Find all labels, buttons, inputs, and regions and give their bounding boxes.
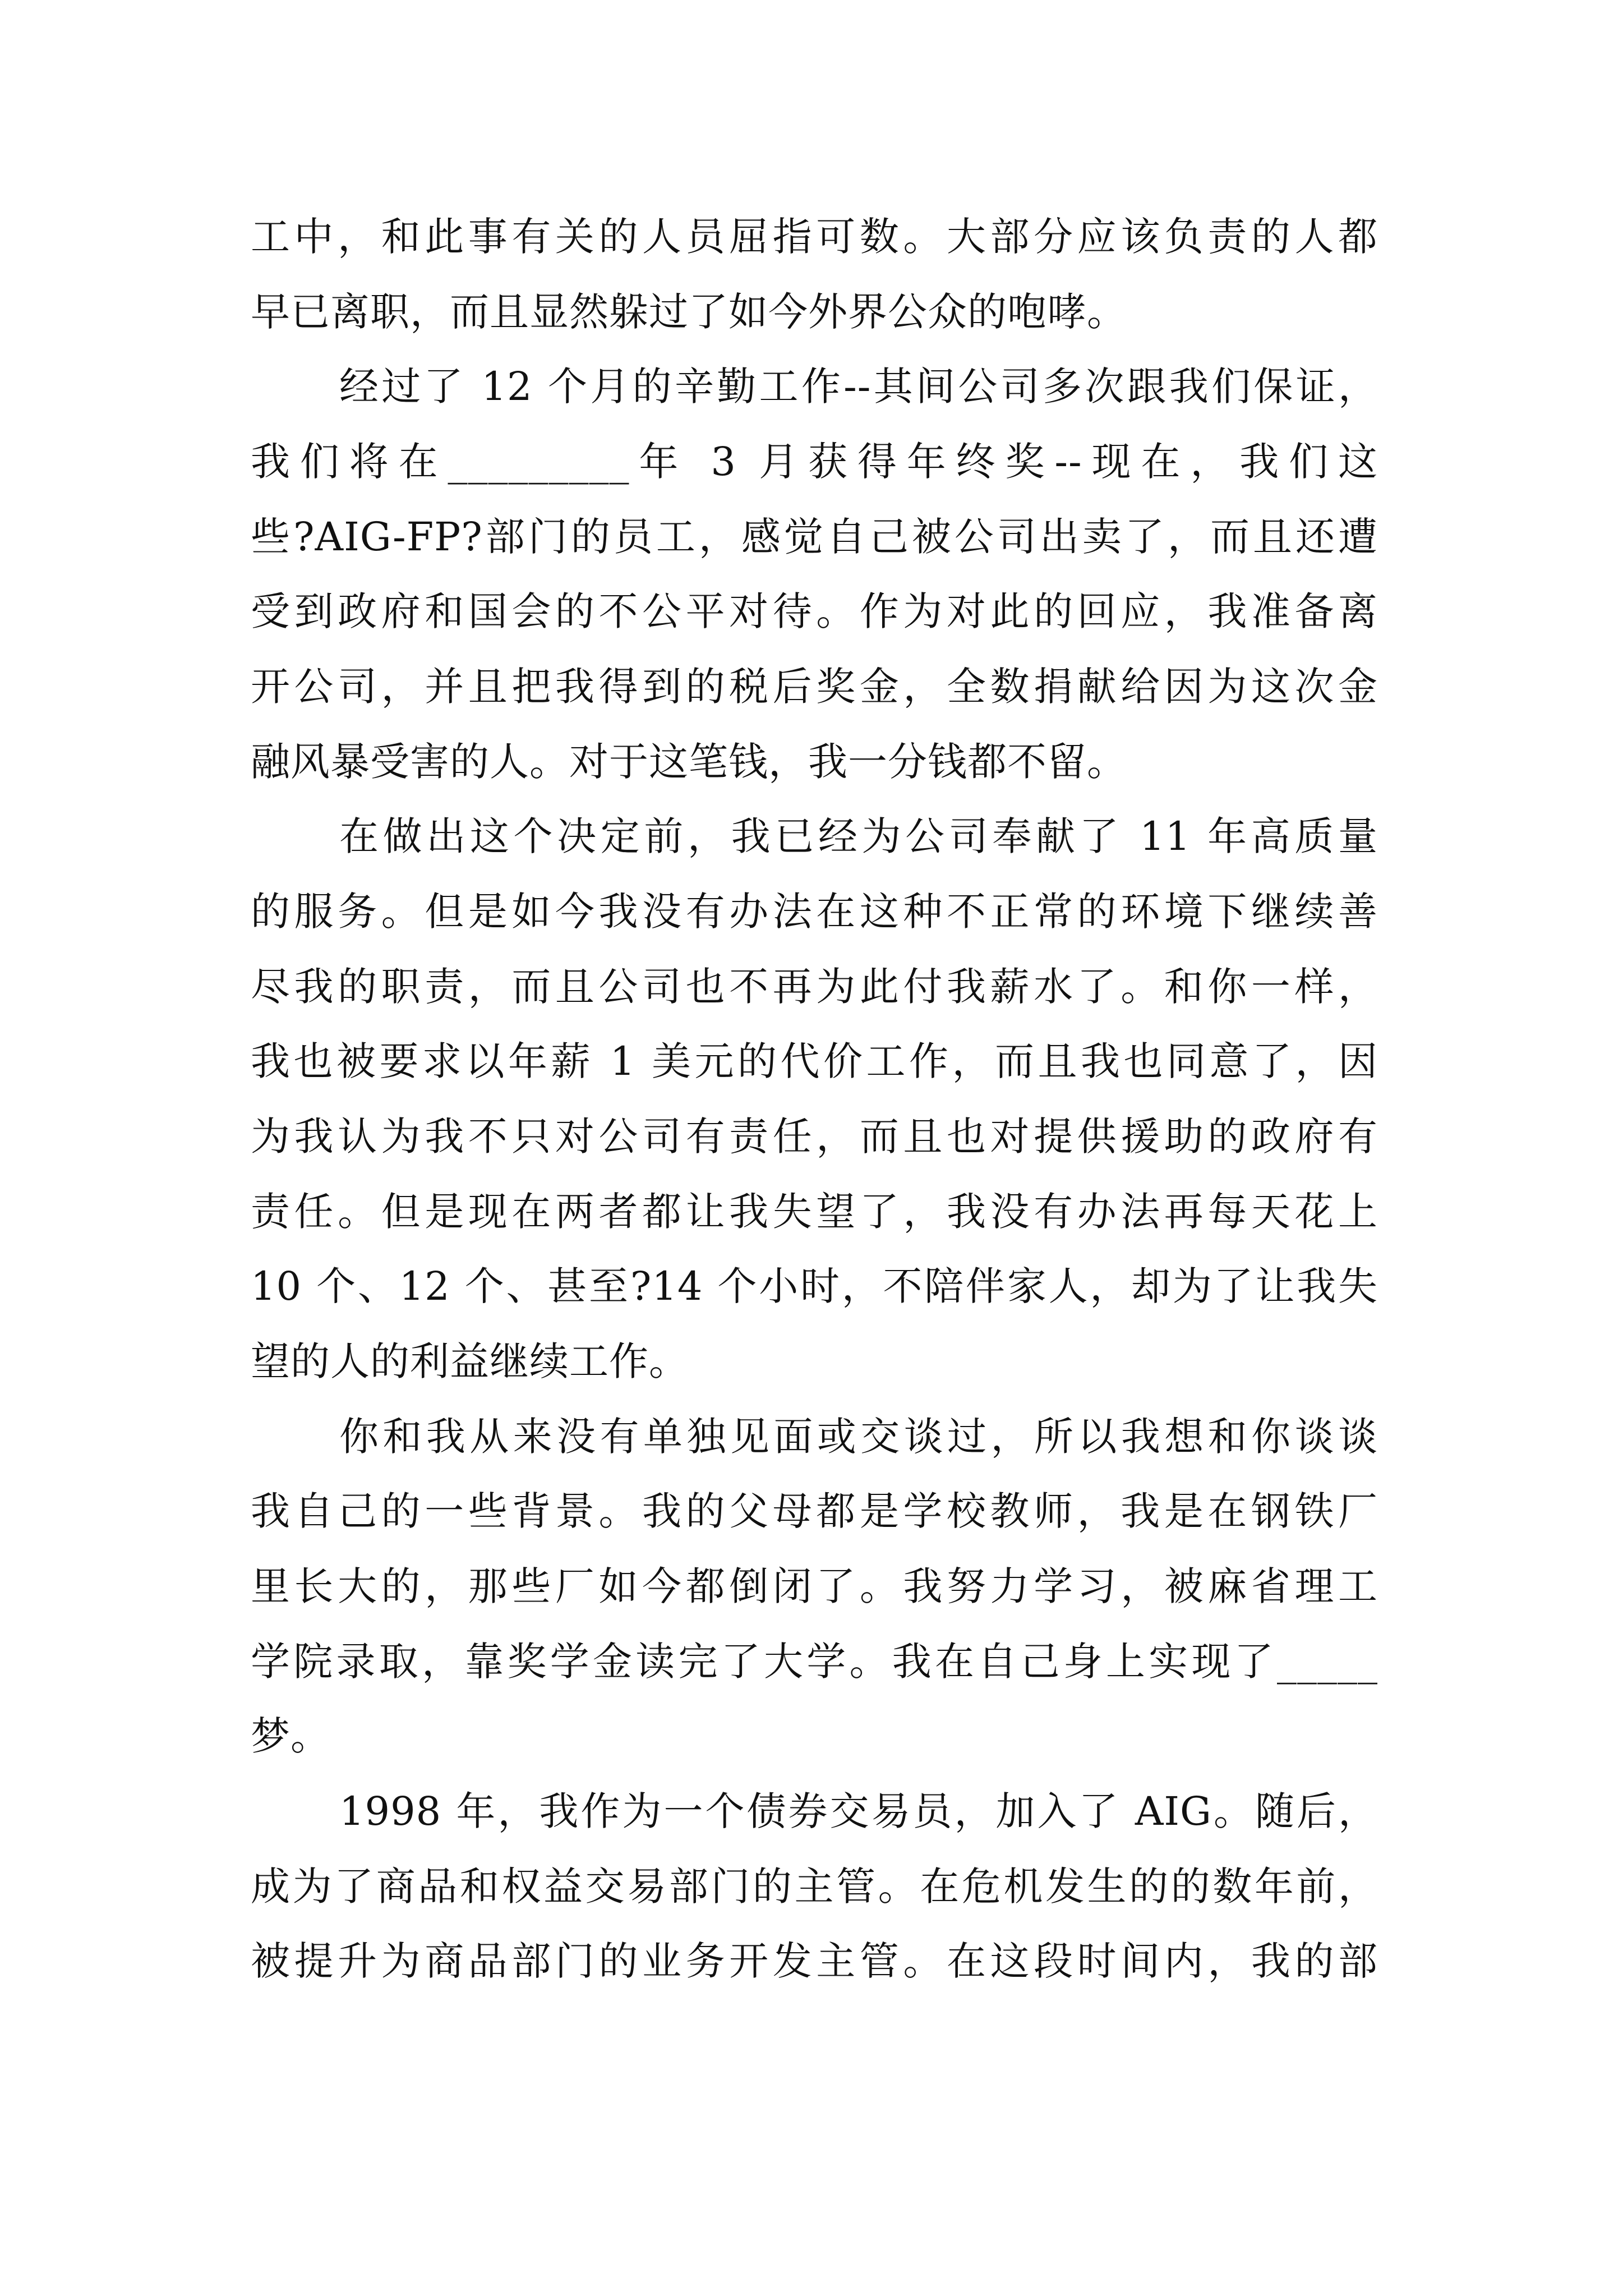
text-line: 我们将在_________年 3 月获得年终奖--现在，我们这 — [251, 439, 1378, 485]
text-line: 10 个、12 个、甚至?14 个小时，不陪伴家人，却为了让我失 — [251, 1263, 1378, 1309]
text-line: 里长大的，那些厂如今都倒闭了。我努力学习，被麻省理工 — [251, 1563, 1378, 1609]
text-line: 开公司，并且把我得到的税后奖金，全数捐献给因为这次金 — [251, 664, 1378, 710]
text-line: 责任。但是现在两者都让我失望了，我没有办法再每天花上 — [251, 1189, 1378, 1235]
text-line: 的服务。但是如今我没有办法在这种不正常的环境下继续善 — [251, 889, 1378, 935]
text-line: 成为了商品和权益交易部门的主管。在危机发生的的数年前， — [251, 1864, 1378, 1910]
text-line: 梦。 — [251, 1713, 330, 1759]
text-line: 经过了 12 个月的辛勤工作--其间公司多次跟我们保证， — [339, 364, 1378, 409]
text-line: 受到政府和国会的不公平对待。作为对此的回应，我准备离 — [251, 588, 1378, 634]
text-line: 我自己的一些背景。我的父母都是学校教师，我是在钢铁厂 — [251, 1488, 1378, 1534]
text-line: 望的人的利益继续工作。 — [251, 1338, 689, 1384]
text-line: 我也被要求以年薪 1 美元的代价工作，而且我也同意了，因 — [251, 1038, 1378, 1084]
text-line: 早已离职，而且显然躲过了如今外界公众的咆哮。 — [251, 289, 1127, 335]
text-line: 些?AIG-FP?部门的员工，感觉自己被公司出卖了，而且还遭 — [251, 514, 1378, 560]
text-line: 1998 年，我作为一个债券交易员，加入了 AIG。随后， — [339, 1788, 1378, 1834]
text-line: 你和我从来没有单独见面或交谈过，所以我想和你谈谈 — [339, 1414, 1378, 1460]
text-line: 尽我的职责，而且公司也不再为此付我薪水了。和你一样， — [251, 964, 1378, 1010]
text-line: 工中，和此事有关的人员屈指可数。大部分应该负责的人都 — [251, 214, 1378, 260]
text-line: 在做出这个决定前，我已经为公司奉献了 11 年高质量 — [339, 813, 1378, 859]
text-line: 为我认为我不只对公司有责任，而且也对提供援助的政府有 — [251, 1114, 1378, 1159]
text-line: 被提升为商品部门的业务开发主管。在这段时间内，我的部 — [251, 1938, 1378, 1984]
text-line: 融风暴受害的人。对于这笔钱，我一分钱都不留。 — [251, 739, 1127, 785]
text-line: 学院录取，靠奖学金读完了大学。我在自己身上实现了_____ — [251, 1639, 1378, 1685]
